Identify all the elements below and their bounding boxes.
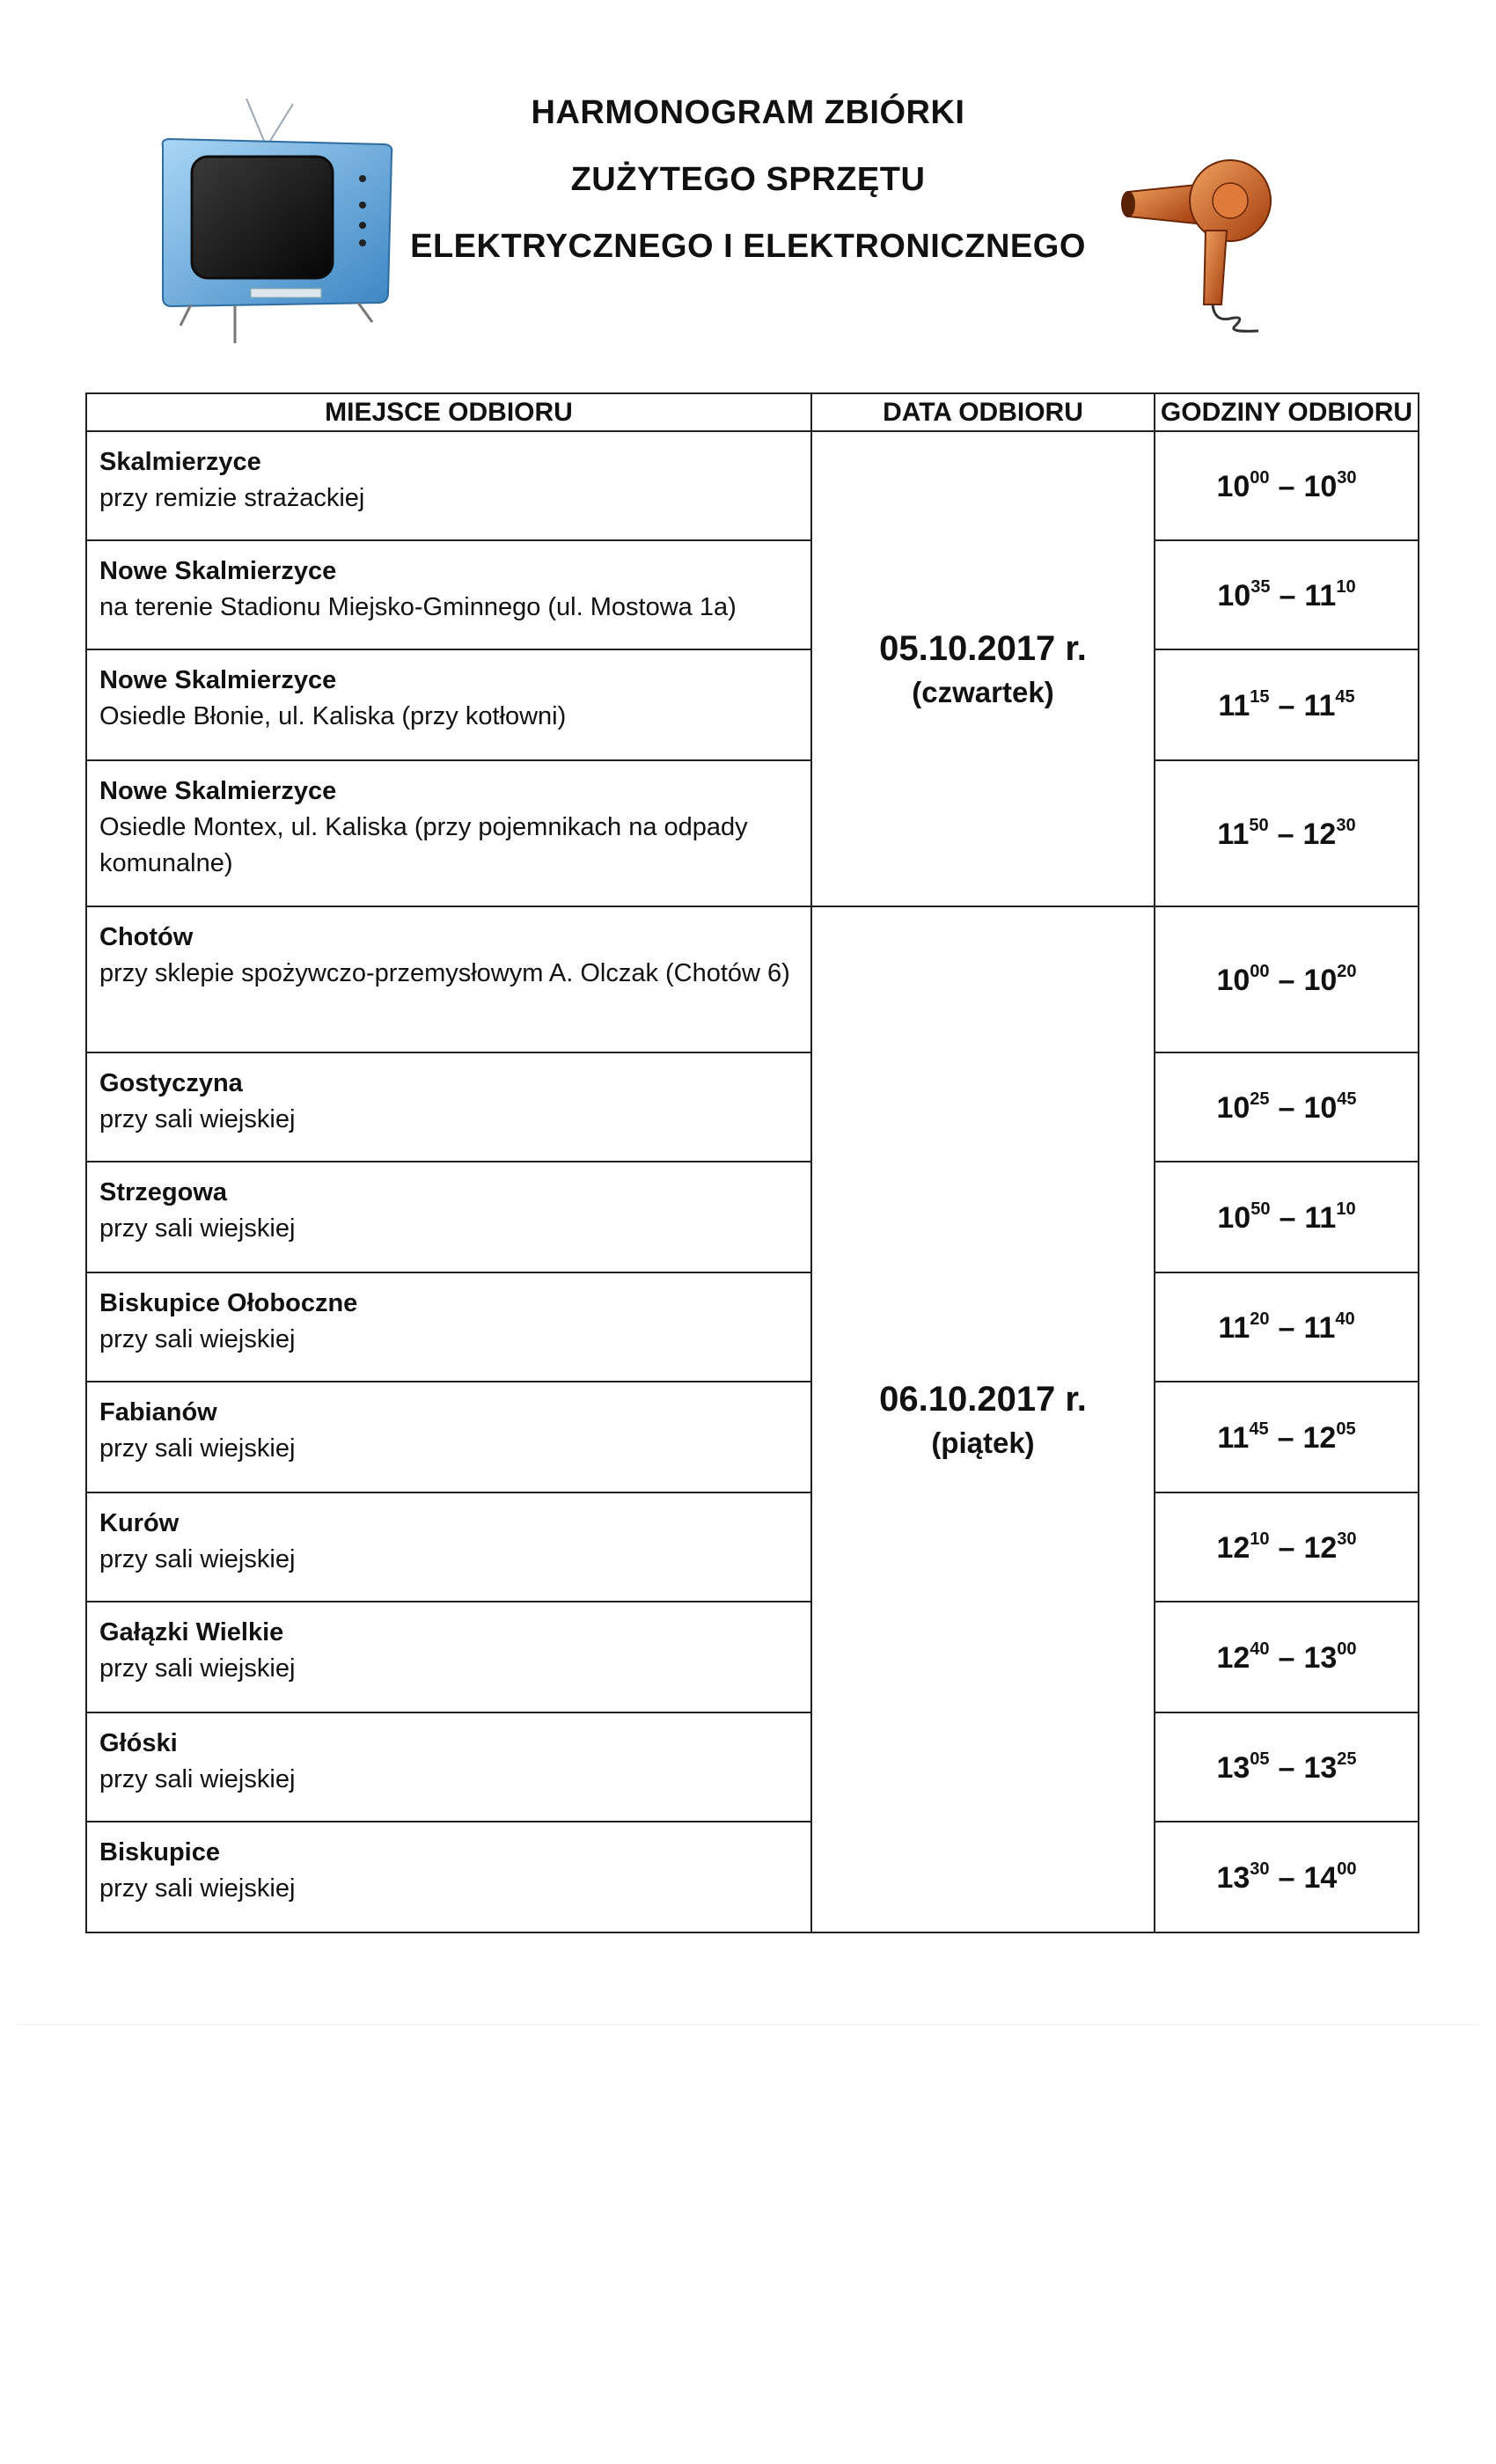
place-cell: [86, 431, 811, 540]
minute-from: 20: [1250, 1309, 1270, 1329]
place-cell: [86, 540, 811, 649]
table-row: [86, 1492, 1419, 1602]
minute-to: 10: [1336, 1199, 1356, 1219]
hour-to: 10: [1303, 1090, 1338, 1125]
minute-to: 00: [1337, 1639, 1357, 1659]
place-description: przy sali wiejskiej: [99, 1214, 296, 1243]
hour-from: 11: [1217, 1420, 1250, 1455]
place-cell: [86, 1712, 811, 1822]
place-name: Fabianów: [99, 1398, 217, 1426]
place-description: przy sklepie spożywczo-przemysłowym A. Olczak (Chotów 6): [99, 959, 790, 987]
hours-cell: $10^{00} - 10^{30}$: [1155, 431, 1419, 540]
place-description: na terenie Stadionu Miejsko-Gminnego (ul. Mostowa 1a): [99, 593, 737, 621]
place-name: Nowe Skalmierzyce: [99, 557, 337, 585]
place-description: przy remizie strażackiej: [99, 484, 365, 512]
hours-cell: $13^{05} - 13^{25}$: [1155, 1712, 1419, 1822]
table-row: [86, 540, 1419, 649]
minute-from: 50: [1250, 1199, 1271, 1219]
hour-from: 12: [1216, 1640, 1250, 1675]
hours-cell: $10^{00} - 10^{20}$: [1155, 906, 1419, 1052]
place-name: Gostyczyna: [99, 1069, 243, 1097]
place-description: przy sali wiejskiej: [99, 1654, 296, 1683]
hours-cell: $10^{50} - 11^{10}$: [1155, 1162, 1419, 1272]
title-line-1: HARMONOGRAM ZBIÓRKI: [531, 94, 965, 131]
minute-from: 00: [1250, 467, 1270, 488]
place-description: przy sali wiejskiej: [99, 1545, 296, 1573]
place-name: Skalmierzyce: [99, 448, 261, 476]
date-cell: [811, 431, 1155, 906]
hour-to: 12: [1302, 817, 1337, 851]
minute-from: 35: [1250, 576, 1271, 597]
place-cell: [86, 1272, 811, 1382]
hour-to: 11: [1303, 688, 1336, 722]
minute-to: 45: [1335, 686, 1355, 707]
place-description: Osiedle Montex, ul. Kaliska (przy pojemnikach na odpady komunalne): [99, 813, 748, 877]
minute-to: 20: [1337, 961, 1357, 981]
column-header-date: DATA ODBIORU: [811, 393, 1155, 431]
place-cell: [86, 1822, 811, 1932]
date-value: 06.10.2017 r.: [879, 1380, 1087, 1419]
table-row: [86, 1602, 1419, 1712]
collection-schedule-table: [85, 392, 1419, 1933]
hours-cell: $12^{10} - 12^{30}$: [1155, 1492, 1419, 1602]
hour-from: 13: [1216, 1750, 1250, 1785]
minute-to: 40: [1335, 1309, 1355, 1329]
place-cell: [86, 1162, 811, 1272]
place-cell: [86, 649, 811, 760]
table-row: [86, 1052, 1419, 1162]
place-cell: [86, 1382, 811, 1492]
place-name: Chotów: [99, 923, 194, 951]
page-divider: [16, 2024, 1480, 2025]
table-header-row: [86, 393, 1419, 431]
date-cell: [811, 906, 1155, 1932]
place-description: Osiedle Błonie, ul. Kaliska (przy kotłowni): [99, 702, 567, 730]
hours-cell: $11^{50} - 12^{30}$: [1155, 760, 1419, 906]
weekday-value: (piątek): [931, 1426, 1035, 1459]
hour-from: 10: [1216, 1090, 1250, 1125]
hour-from: 10: [1217, 1200, 1251, 1235]
place-cell: [86, 760, 811, 906]
minute-to: 30: [1336, 815, 1356, 835]
minute-from: 10: [1250, 1529, 1270, 1549]
hour-to: 14: [1303, 1860, 1338, 1895]
hour-to: 13: [1303, 1640, 1338, 1675]
table-row: [86, 906, 1419, 1052]
hour-from: 10: [1217, 578, 1251, 612]
document-title: [0, 79, 1496, 280]
hour-to: 11: [1304, 578, 1337, 612]
place-cell: [86, 906, 811, 1052]
hours-cell: $13^{30} - 14^{00}$: [1155, 1822, 1419, 1932]
place-description: przy sali wiejskiej: [99, 1325, 296, 1353]
place-cell: [86, 1052, 811, 1162]
table-row: [86, 649, 1419, 760]
hour-to: 12: [1303, 1530, 1338, 1565]
place-cell: [86, 1492, 811, 1602]
place-description: przy sali wiejskiej: [99, 1434, 296, 1463]
table-row: [86, 1822, 1419, 1932]
date-value: 05.10.2017 r.: [879, 629, 1087, 668]
hour-from: 10: [1216, 469, 1250, 503]
hour-to: 11: [1304, 1200, 1337, 1235]
minute-to: 45: [1337, 1089, 1357, 1109]
column-header-place: MIEJSCE ODBIORU: [86, 393, 811, 431]
hour-from: 13: [1216, 1860, 1250, 1895]
minute-to: 30: [1337, 1529, 1357, 1549]
hours-cell: $10^{35} - 11^{10}$: [1155, 540, 1419, 649]
place-name: Nowe Skalmierzyce: [99, 666, 337, 694]
table-row: [86, 1382, 1419, 1492]
hours-cell: $11^{15} - 11^{45}$: [1155, 649, 1419, 760]
minute-from: 50: [1249, 815, 1269, 835]
hours-cell: $11^{45} - 12^{05}$: [1155, 1382, 1419, 1492]
table-row: [86, 1162, 1419, 1272]
hours-cell: $12^{40} - 13^{00}$: [1155, 1602, 1419, 1712]
hours-cell: $11^{20} - 11^{40}$: [1155, 1272, 1419, 1382]
minute-from: 45: [1249, 1419, 1269, 1439]
place-name: Biskupice Ołoboczne: [99, 1289, 358, 1317]
place-description: przy sali wiejskiej: [99, 1105, 296, 1133]
minute-to: 05: [1336, 1419, 1356, 1439]
place-cell: [86, 1602, 811, 1712]
minute-to: 25: [1337, 1749, 1357, 1769]
place-name: Nowe Skalmierzyce: [99, 777, 337, 805]
table-row: [86, 1712, 1419, 1822]
place-name: Biskupice: [99, 1838, 220, 1866]
hour-from: 10: [1216, 963, 1250, 997]
place-name: Gałązki Wielkie: [99, 1618, 284, 1646]
minute-from: 25: [1250, 1089, 1270, 1109]
hour-from: 11: [1218, 1310, 1250, 1345]
minute-from: 40: [1250, 1639, 1270, 1659]
hour-to: 13: [1303, 1750, 1338, 1785]
minute-from: 00: [1250, 961, 1270, 981]
hour-to: 10: [1303, 469, 1338, 503]
table-row: [86, 1272, 1419, 1382]
minute-to: 30: [1337, 467, 1357, 488]
hour-to: 11: [1303, 1310, 1336, 1345]
hour-to: 10: [1303, 963, 1338, 997]
minute-from: 15: [1250, 686, 1270, 707]
place-name: Kurów: [99, 1509, 180, 1537]
hour-from: 12: [1216, 1530, 1250, 1565]
minute-from: 30: [1250, 1859, 1270, 1879]
place-name: Głóski: [99, 1729, 178, 1757]
hour-to: 12: [1302, 1420, 1337, 1455]
title-line-3: ELEKTRYCZNEGO I ELEKTRONICZNEGO: [410, 228, 1086, 265]
minute-from: 05: [1250, 1749, 1270, 1769]
hour-from: 11: [1217, 817, 1250, 851]
title-line-2: ZUŻYTEGO SPRZĘTU: [570, 161, 926, 198]
table-row: [86, 431, 1419, 540]
minute-to: 00: [1337, 1859, 1357, 1879]
hour-from: 11: [1218, 688, 1250, 722]
hours-cell: $10^{25} - 10^{45}$: [1155, 1052, 1419, 1162]
weekday-value: (czwartek): [912, 676, 1054, 708]
place-name: Strzegowa: [99, 1178, 228, 1206]
place-description: przy sali wiejskiej: [99, 1765, 296, 1793]
table-row: [86, 760, 1419, 906]
column-header-hours: GODZINY ODBIORU: [1155, 393, 1419, 431]
minute-to: 10: [1336, 576, 1356, 597]
place-description: przy sali wiejskiej: [99, 1874, 296, 1903]
